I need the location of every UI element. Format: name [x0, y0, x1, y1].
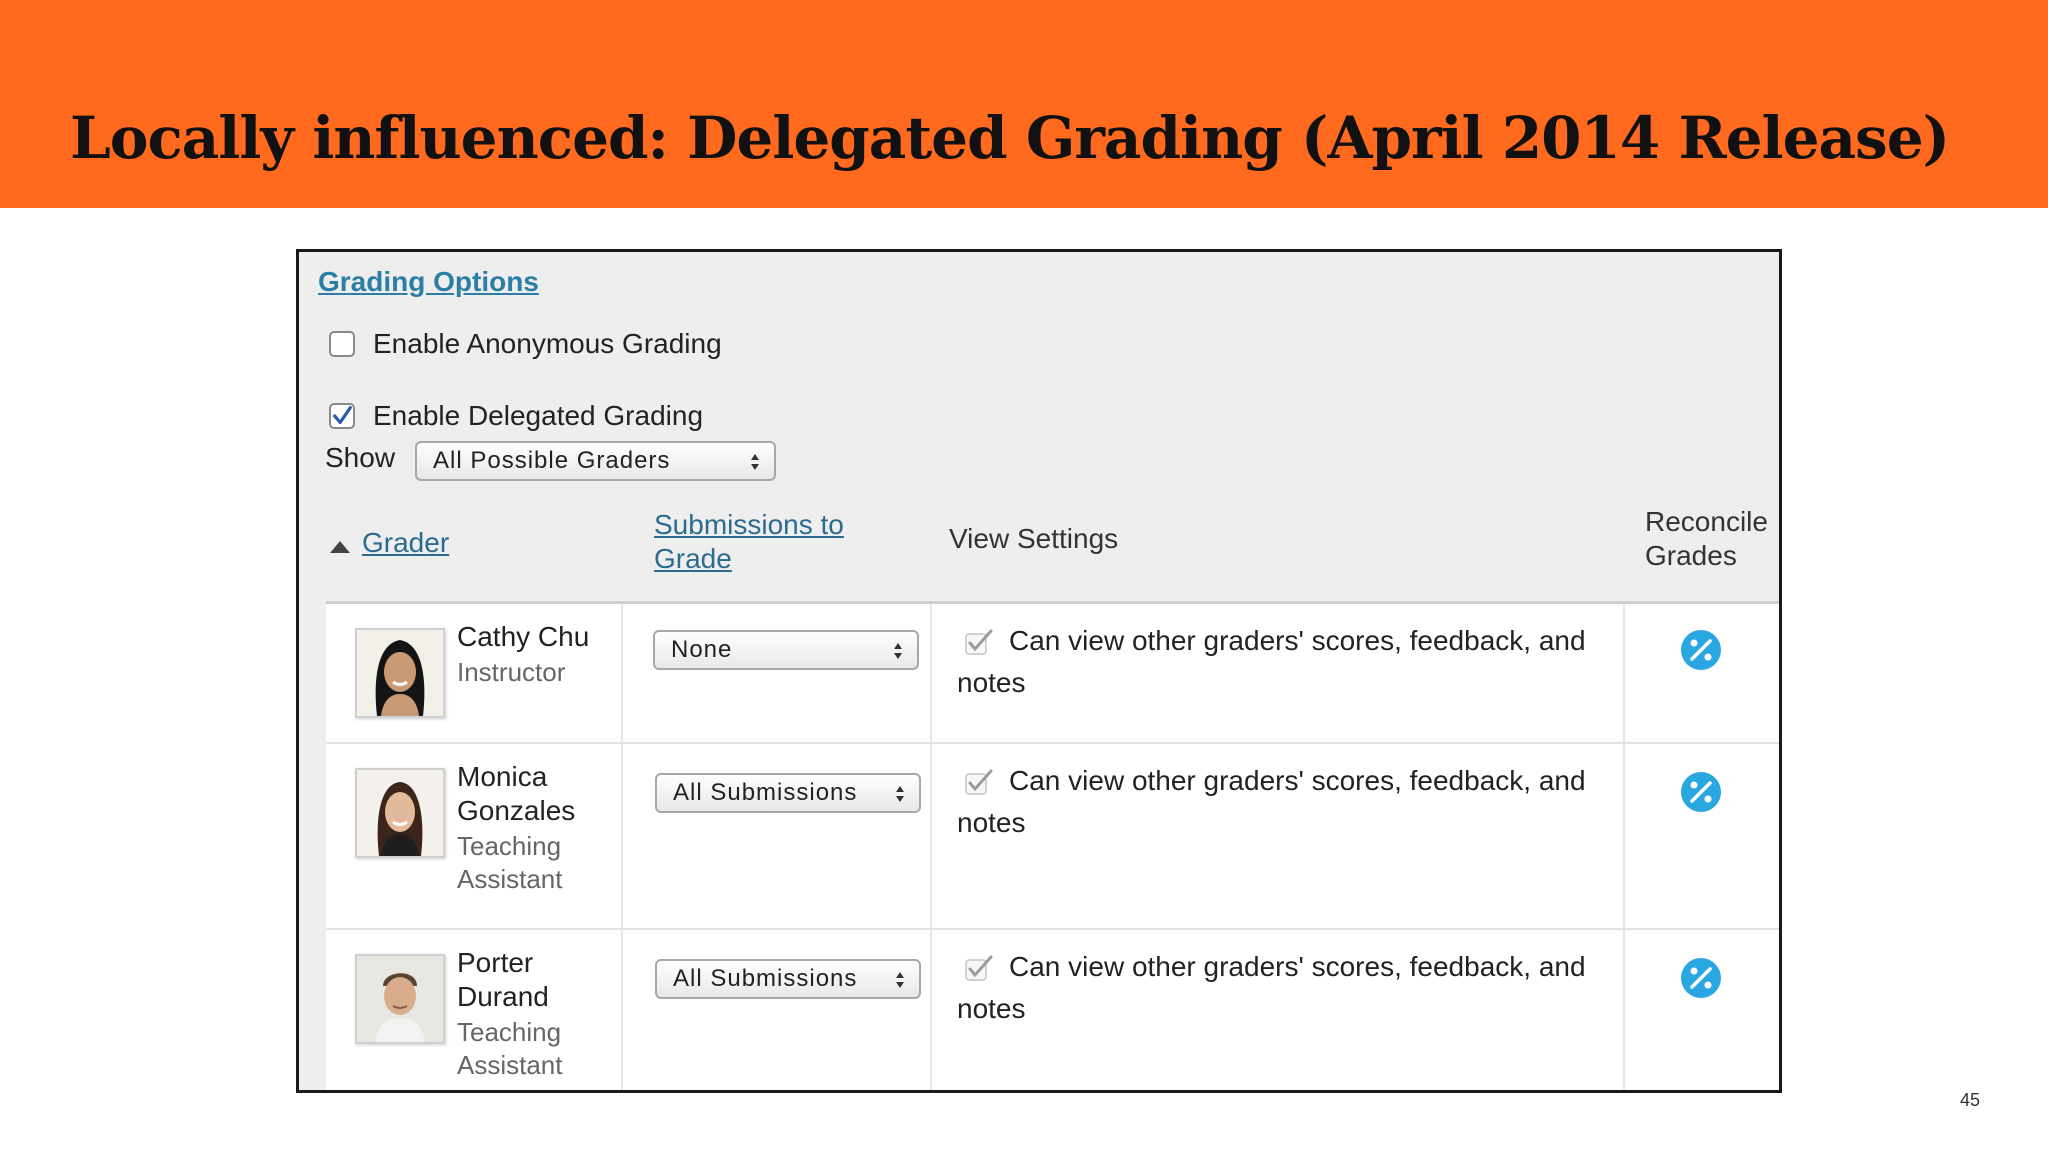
avatar — [355, 628, 445, 718]
reconcile-column-header-line2: Grades — [1645, 540, 1737, 571]
grader-role: Teaching — [457, 1017, 562, 1047]
view-setting-text: Can view other graders' scores, feedback, and notes — [957, 951, 1586, 1024]
grader-role: Assistant — [457, 864, 563, 894]
delegated-grading-option[interactable] — [329, 400, 703, 432]
view-setting-text: Can view other graders' scores, feedback, and notes — [957, 765, 1586, 838]
reconcile-column-header-line1: Reconcile — [1645, 506, 1768, 537]
table-row — [326, 604, 1782, 744]
avatar — [355, 954, 445, 1044]
grader-column-header[interactable]: Grader — [362, 527, 450, 558]
grader-name: Durand — [457, 981, 549, 1012]
submissions-column-header-line2[interactable]: Grade — [654, 543, 732, 574]
table-row — [326, 744, 1782, 930]
title-bar — [0, 0, 2048, 208]
up-down-arrows-icon — [895, 969, 905, 991]
submissions-select[interactable] — [653, 630, 919, 670]
view-setting-text: Can view other graders' scores, feedback, and notes — [957, 625, 1586, 698]
percent-badge-icon[interactable] — [1679, 628, 1723, 672]
graders-table — [326, 601, 1782, 1093]
anonymous-grading-label: Enable Anonymous Grading — [373, 328, 722, 359]
up-down-arrows-icon — [895, 783, 905, 805]
person-photo-icon — [357, 956, 443, 1042]
page-number: 45 — [1959, 1090, 1980, 1110]
grader-name: Cathy Chu — [457, 621, 590, 652]
grading-options-heading[interactable]: Grading Options — [318, 266, 539, 297]
up-down-arrows-icon — [893, 640, 903, 662]
submissions-column-header-line1[interactable]: Submissions to — [654, 509, 844, 540]
submissions-value: All Submissions — [673, 779, 858, 806]
delegated-grading-label: Enable Delegated Grading — [373, 400, 704, 431]
slide-title: Locally influenced: Delegated Grading (April 2014 Release) — [70, 104, 1950, 172]
show-graders-value: All Possible Graders — [433, 447, 671, 474]
submissions-value: All Submissions — [673, 965, 858, 992]
view-settings-column-header: View Settings — [949, 523, 1119, 554]
percent-badge-icon[interactable] — [1679, 770, 1723, 814]
submissions-value: None — [671, 636, 733, 663]
grader-role: Instructor — [457, 657, 566, 687]
delegated-grading-checkbox[interactable] — [329, 403, 355, 429]
percent-badge-icon[interactable] — [1679, 956, 1723, 1000]
show-graders-select[interactable] — [415, 441, 776, 481]
grader-name: Monica — [457, 761, 548, 792]
person-photo-icon — [357, 630, 443, 716]
anonymous-grading-checkbox[interactable] — [329, 331, 355, 357]
checkmark-icon — [331, 404, 353, 428]
show-label: Show — [325, 442, 396, 473]
grader-role: Teaching — [457, 831, 562, 861]
grading-options-screenshot — [296, 249, 1782, 1093]
grader-role: Assistant — [457, 1050, 563, 1080]
sort-ascending-icon[interactable] — [329, 540, 351, 554]
grader-name: Porter — [457, 947, 534, 978]
table-row — [326, 930, 1782, 1093]
avatar — [355, 768, 445, 858]
submissions-select[interactable] — [655, 959, 921, 999]
person-photo-icon — [357, 770, 443, 856]
up-down-arrows-icon — [750, 451, 760, 473]
submissions-select[interactable] — [655, 773, 921, 813]
anonymous-grading-option[interactable] — [329, 328, 722, 360]
grader-name: Gonzales — [457, 795, 576, 826]
